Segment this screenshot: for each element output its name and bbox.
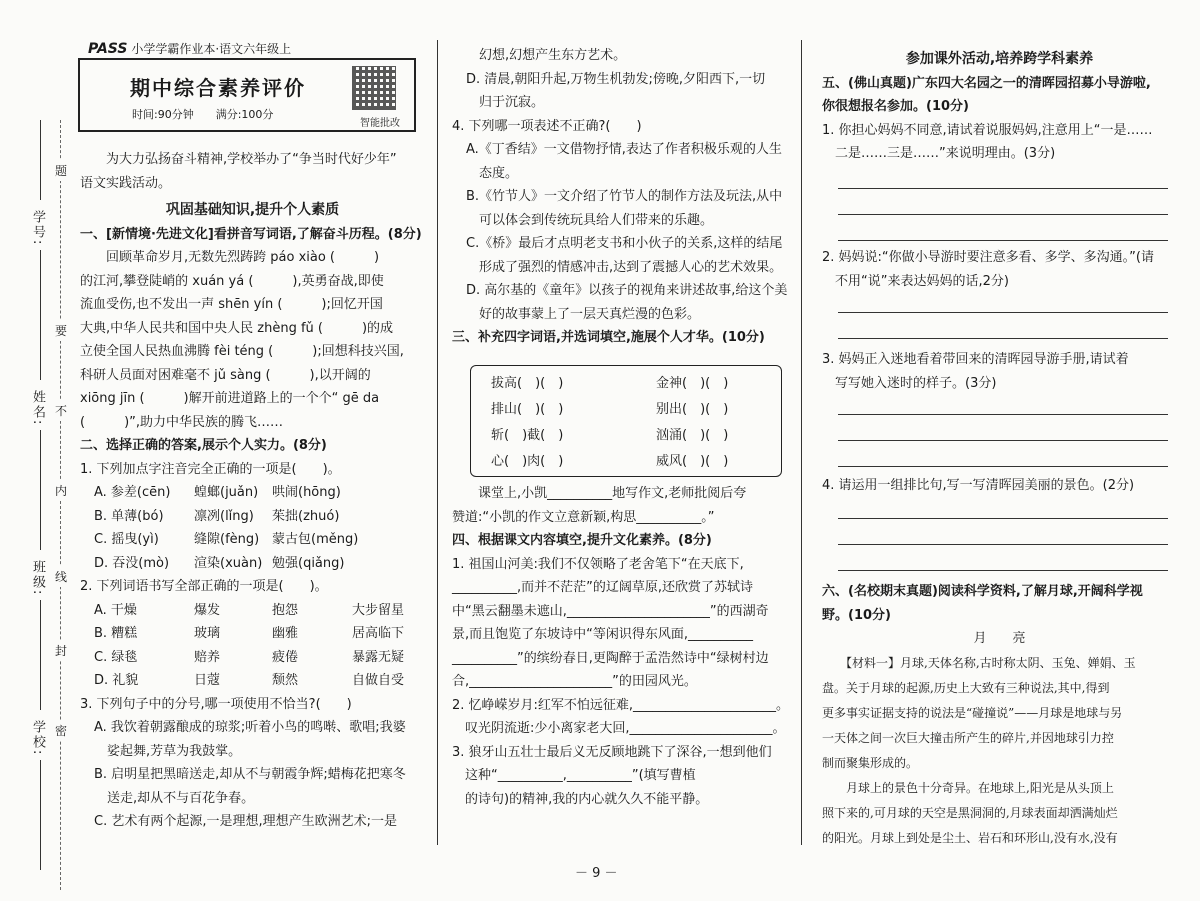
page-number: － 9 － (575, 866, 618, 881)
fill-line: 合,______________________”的田园风光。 (452, 674, 697, 689)
idiom-item[interactable]: 别出( )( ) (656, 402, 729, 417)
cut-char: 要 (55, 320, 67, 341)
question-heading: 野。(10分) (822, 607, 891, 623)
question-text: 3. 妈妈正入迷地看着带回来的清晖园导游手册,请试着 (822, 352, 1129, 367)
cut-char: 内 (55, 480, 67, 501)
fill-line: 3. 狼牙山五壮士最后义无反顾地跳下了深谷,一想到他们 (452, 744, 772, 760)
question-text: 3. 下列句子中的分号,哪一项使用不恰当?( ) (80, 696, 352, 712)
question-text: 不用“说”来表达妈妈的话,2分) (822, 273, 1009, 289)
question-text: 2. 下列词语书写全部正确的一项是( )。 (80, 579, 328, 594)
column-divider (437, 40, 438, 845)
passage-line: 盘。关于月球的起源,历史上大致有三种说法,其中,得到 (822, 680, 1110, 695)
passage-line: 制而聚集形成的。 (822, 755, 919, 770)
question-text: 2. 妈妈说:“你做小导游时要注意多看、多学、多沟通。”(请 (822, 250, 1154, 265)
answer-line[interactable] (838, 338, 1168, 339)
brand-logo: PASS (88, 41, 128, 57)
qr-code-icon (352, 66, 396, 110)
idiom-item[interactable]: 排山( )( ) (491, 402, 564, 417)
option-line: C. 艺术有两个起源,一是理想,理想产生欧洲艺术;一是 (94, 814, 397, 829)
fill-line: 这种“__________,__________”(填写曹植 (452, 768, 696, 783)
column-1 (80, 148, 425, 834)
exam-meta: 时间:90分钟 满分:100分 (132, 108, 274, 121)
question-text: 写写她入迷时的样子。(3分) (822, 375, 997, 391)
reading-passage (822, 651, 1177, 851)
option-line: A. 我饮着朝露酿成的琼浆;听着小鸟的鸣啭、歌唱;我婆 (94, 720, 406, 735)
intro-text: 为大力弘扬奋斗精神,学校举办了“争当时代好少年” (80, 152, 397, 167)
question-heading: 三、补充四字词语,并选词填空,施展个人才华。(10分) (452, 330, 765, 345)
answer-line[interactable] (838, 440, 1168, 441)
passage-line: 照下来的,可月球的天空是黑洞洞的,月球表面却洒满灿烂 (822, 805, 1118, 820)
option-line: D. 高尔基的《童年》以孩子的视角来讲述故事,给这个美 (466, 283, 788, 298)
answer-line[interactable] (838, 544, 1168, 545)
idiom-item[interactable]: 汹涌( )( ) (656, 428, 729, 443)
cut-char: 题 (55, 160, 67, 181)
school-label: 学校: (30, 720, 45, 757)
passage-line: 更多事实证据支持的说法是“碰撞说”——月球是地球与另 (822, 705, 1123, 720)
option-grid: A. 参差(cēn) 蝗螂(juǎn) 哄闹(hōng) B. 单薄(bó) 凛冽(lǐng) 茱拙(zhuó) C. 摇曳(yì) 缝隙(fèng) 蒙古包(měng) D. 吞没(mò) 渲染(xuàn) 勉强(qiǎng) (94, 485, 359, 571)
answer-line[interactable] (838, 414, 1168, 415)
fill-line: 叹光阴流逝:少小离家老大回,______________________。 (452, 721, 786, 736)
fill-line: 景,而且饱览了东坡诗中“等闲识得东风面,__________ (452, 627, 753, 642)
option-line: 形成了强烈的情感冲击,达到了震撼人心的艺术效果。 (466, 259, 783, 275)
passage-line: 科研人员面对困难毫不 jǔ sàng ( ),以开阔的 (80, 367, 371, 383)
option-line: 可以体会到传统玩具给人们带来的乐趣。 (466, 212, 714, 228)
answer-line[interactable] (838, 214, 1168, 215)
answer-line[interactable] (838, 570, 1168, 571)
fill-line: __________,而并不茫茫”的辽阔草原,还欣赏了苏轼诗 (452, 580, 753, 595)
pinyin-passage (80, 246, 425, 434)
option-line: B. 启明星把黑暗送走,却从不与朝霞争辉;蜡梅花把寒冬 (94, 767, 406, 782)
question-text: 1. 下列加点字注音完全正确的一项是( )。 (80, 461, 341, 477)
answer-line[interactable] (838, 312, 1168, 313)
name-label: 姓名: (30, 390, 45, 427)
option-line: 归于沉寂。 (466, 95, 545, 110)
idiom-item[interactable]: 威风( )( ) (656, 454, 729, 469)
idiom-item[interactable]: 心( )肉( ) (491, 454, 564, 469)
question-heading: 二、选择正确的答案,展示个人实力。(8分) (80, 438, 327, 453)
cut-char: 密 (55, 720, 67, 741)
option-line: 好的故事蒙上了一层天真烂漫的色彩。 (466, 306, 701, 322)
passage-line: 回顾革命岁月,无数先烈踌跨 páo xiào ( ) (80, 250, 380, 265)
cut-char: 封 (55, 640, 67, 661)
reading-title: 月 亮 (973, 631, 1026, 646)
question-text: 4. 请运用一组排比句,写一写清晖园美丽的景色。(2分) (822, 478, 1135, 493)
passage-line: ( )”,助力中华民族的腾飞…… (80, 414, 284, 430)
idiom-item[interactable]: 金神( )( ) (656, 376, 729, 391)
fill-line: 的诗句)的精神,我的内心就久久不能平静。 (452, 791, 709, 807)
question-heading: 一、[新情境·先进文化]看拼音写词语,了解奋斗历程。(8分) (80, 226, 422, 242)
class-label: 班级: (30, 560, 45, 597)
option-line: 幻想,幻想产生东方艺术。 (466, 48, 627, 63)
column-3 (822, 48, 1177, 166)
cut-char: 线 (55, 566, 67, 587)
option-line: B.《竹节人》一文介绍了竹节人的制作方法及玩法,从中 (466, 189, 783, 204)
question-heading: 六、(名校期末真题)阅读科学资料,了解月球,开阔科学视 (822, 584, 1143, 599)
passage-line: 立使全国人民热血沸腾 fèi téng ( );回想科技兴国, (80, 344, 404, 359)
question-text: 4. 下列哪一项表述不正确?( ) (452, 118, 642, 134)
passage-line: 的阳光。月球上到处是尘土、岩石和环形山,没有水,没有 (822, 830, 1118, 845)
answer-line[interactable] (838, 240, 1168, 241)
fill-line: __________”的缤纷春日,更陶醉于孟浩然诗中“绿树村边 (452, 650, 769, 666)
option-line: D. 清晨,朝阳升起,万物生机勃发;傍晚,夕阳西下,一切 (466, 71, 766, 87)
column-2-lower (452, 482, 797, 811)
title-box (78, 58, 416, 132)
page-title: 期中综合素养评价 (130, 76, 306, 100)
answer-line[interactable] (838, 518, 1168, 519)
option-line: C.《桥》最后才点明老支书和小伙子的关系,这样的结尾 (466, 236, 783, 251)
question-text: 二是……三是……”来说明理由。(3分) (822, 146, 1056, 161)
fill-line: 1. 祖国山河美:我们不仅领略了老舍笔下“在天底下, (452, 556, 744, 572)
passage-line: 大典,中华人民共和国中央人民 zhèng fǔ ( )的成 (80, 320, 394, 336)
series-name: 小学学霸作业本·语文六年级上 (131, 42, 292, 56)
passage-line: 一天体之间一次巨大撞击所产生的碎片,并因地球引力控 (822, 730, 1114, 745)
answer-line[interactable] (838, 188, 1168, 189)
cut-line (60, 120, 61, 890)
cut-char: 不 (55, 400, 67, 421)
question-heading: 五、(佛山真题)广东四大名园之一的清晖园招募小导游啦, (822, 75, 1151, 91)
passage-line: 【材料一】月球,天体名称,古时称太阴、玉兔、婵娟、玉 (822, 655, 1136, 670)
section-heading: 巩固基础知识,提升个人素质 (165, 202, 340, 218)
question-heading: 四、根据课文内容填空,提升文化素养。(8分) (452, 533, 712, 548)
section-heading: 参加课外活动,培养跨学科素养 (905, 51, 1094, 67)
answer-line[interactable] (838, 466, 1168, 467)
page-header (88, 40, 291, 57)
idiom-item[interactable]: 拔高( )( ) (491, 376, 564, 391)
fill-sentence: 赞道:“小凯的作文立意新颖,构思__________。” (452, 509, 715, 525)
idiom-item[interactable]: 斩( )截( ) (491, 428, 564, 443)
column-divider (801, 40, 802, 845)
fill-line: 2. 忆峥嵘岁月:红军不怕远征难,______________________。 (452, 697, 790, 713)
idiom-box (470, 365, 782, 477)
passage-line: 流血受伤,也不发出一声 shēn yín ( );回忆开国 (80, 297, 383, 312)
fill-sentence: 课堂上,小凯__________地写作文,老师批阅后夸 (452, 486, 747, 501)
option-grid: A. 干燥 爆发 抱怨 大步留星 B. 糟糕 玻璃 幽雅 居高临下 C. 绿毯 赔养 疲倦 暴露无疑 D. 礼貌 日蔻 颓然 自做自受 (94, 602, 405, 688)
column-2 (452, 44, 797, 350)
option-line: 送走,却从不与百花争春。 (94, 790, 255, 806)
qr-label: 智能批改 (360, 118, 400, 129)
passage-line: 的江河,攀登陡峭的 xuán yá ( ),英勇奋战,即使 (80, 273, 384, 289)
question-text: 1. 你担心妈妈不同意,请试着说服妈妈,注意用上“一是…… (822, 122, 1153, 138)
option-line: 态度。 (466, 165, 519, 181)
passage-line: 月球上的景色十分奇异。在地球上,阳光是从头顶上 (822, 780, 1114, 795)
intro-text: 语文实践活动。 (80, 175, 172, 191)
option-line: A.《丁香结》一文借物抒情,表达了作者积极乐观的人生 (466, 142, 782, 157)
option-line: 娑起舞,芳草为我鼓掌。 (94, 743, 242, 759)
passage-line: xiōng jīn ( )解开前进道路上的一个个“ gē da (80, 391, 380, 406)
question-heading: 你很想报名参加。(10分) (822, 99, 969, 114)
student-id-label: 学号: (30, 210, 45, 247)
fill-line: 中“黑云翻墨未遮山,______________________”的西湖奇 (452, 603, 769, 619)
